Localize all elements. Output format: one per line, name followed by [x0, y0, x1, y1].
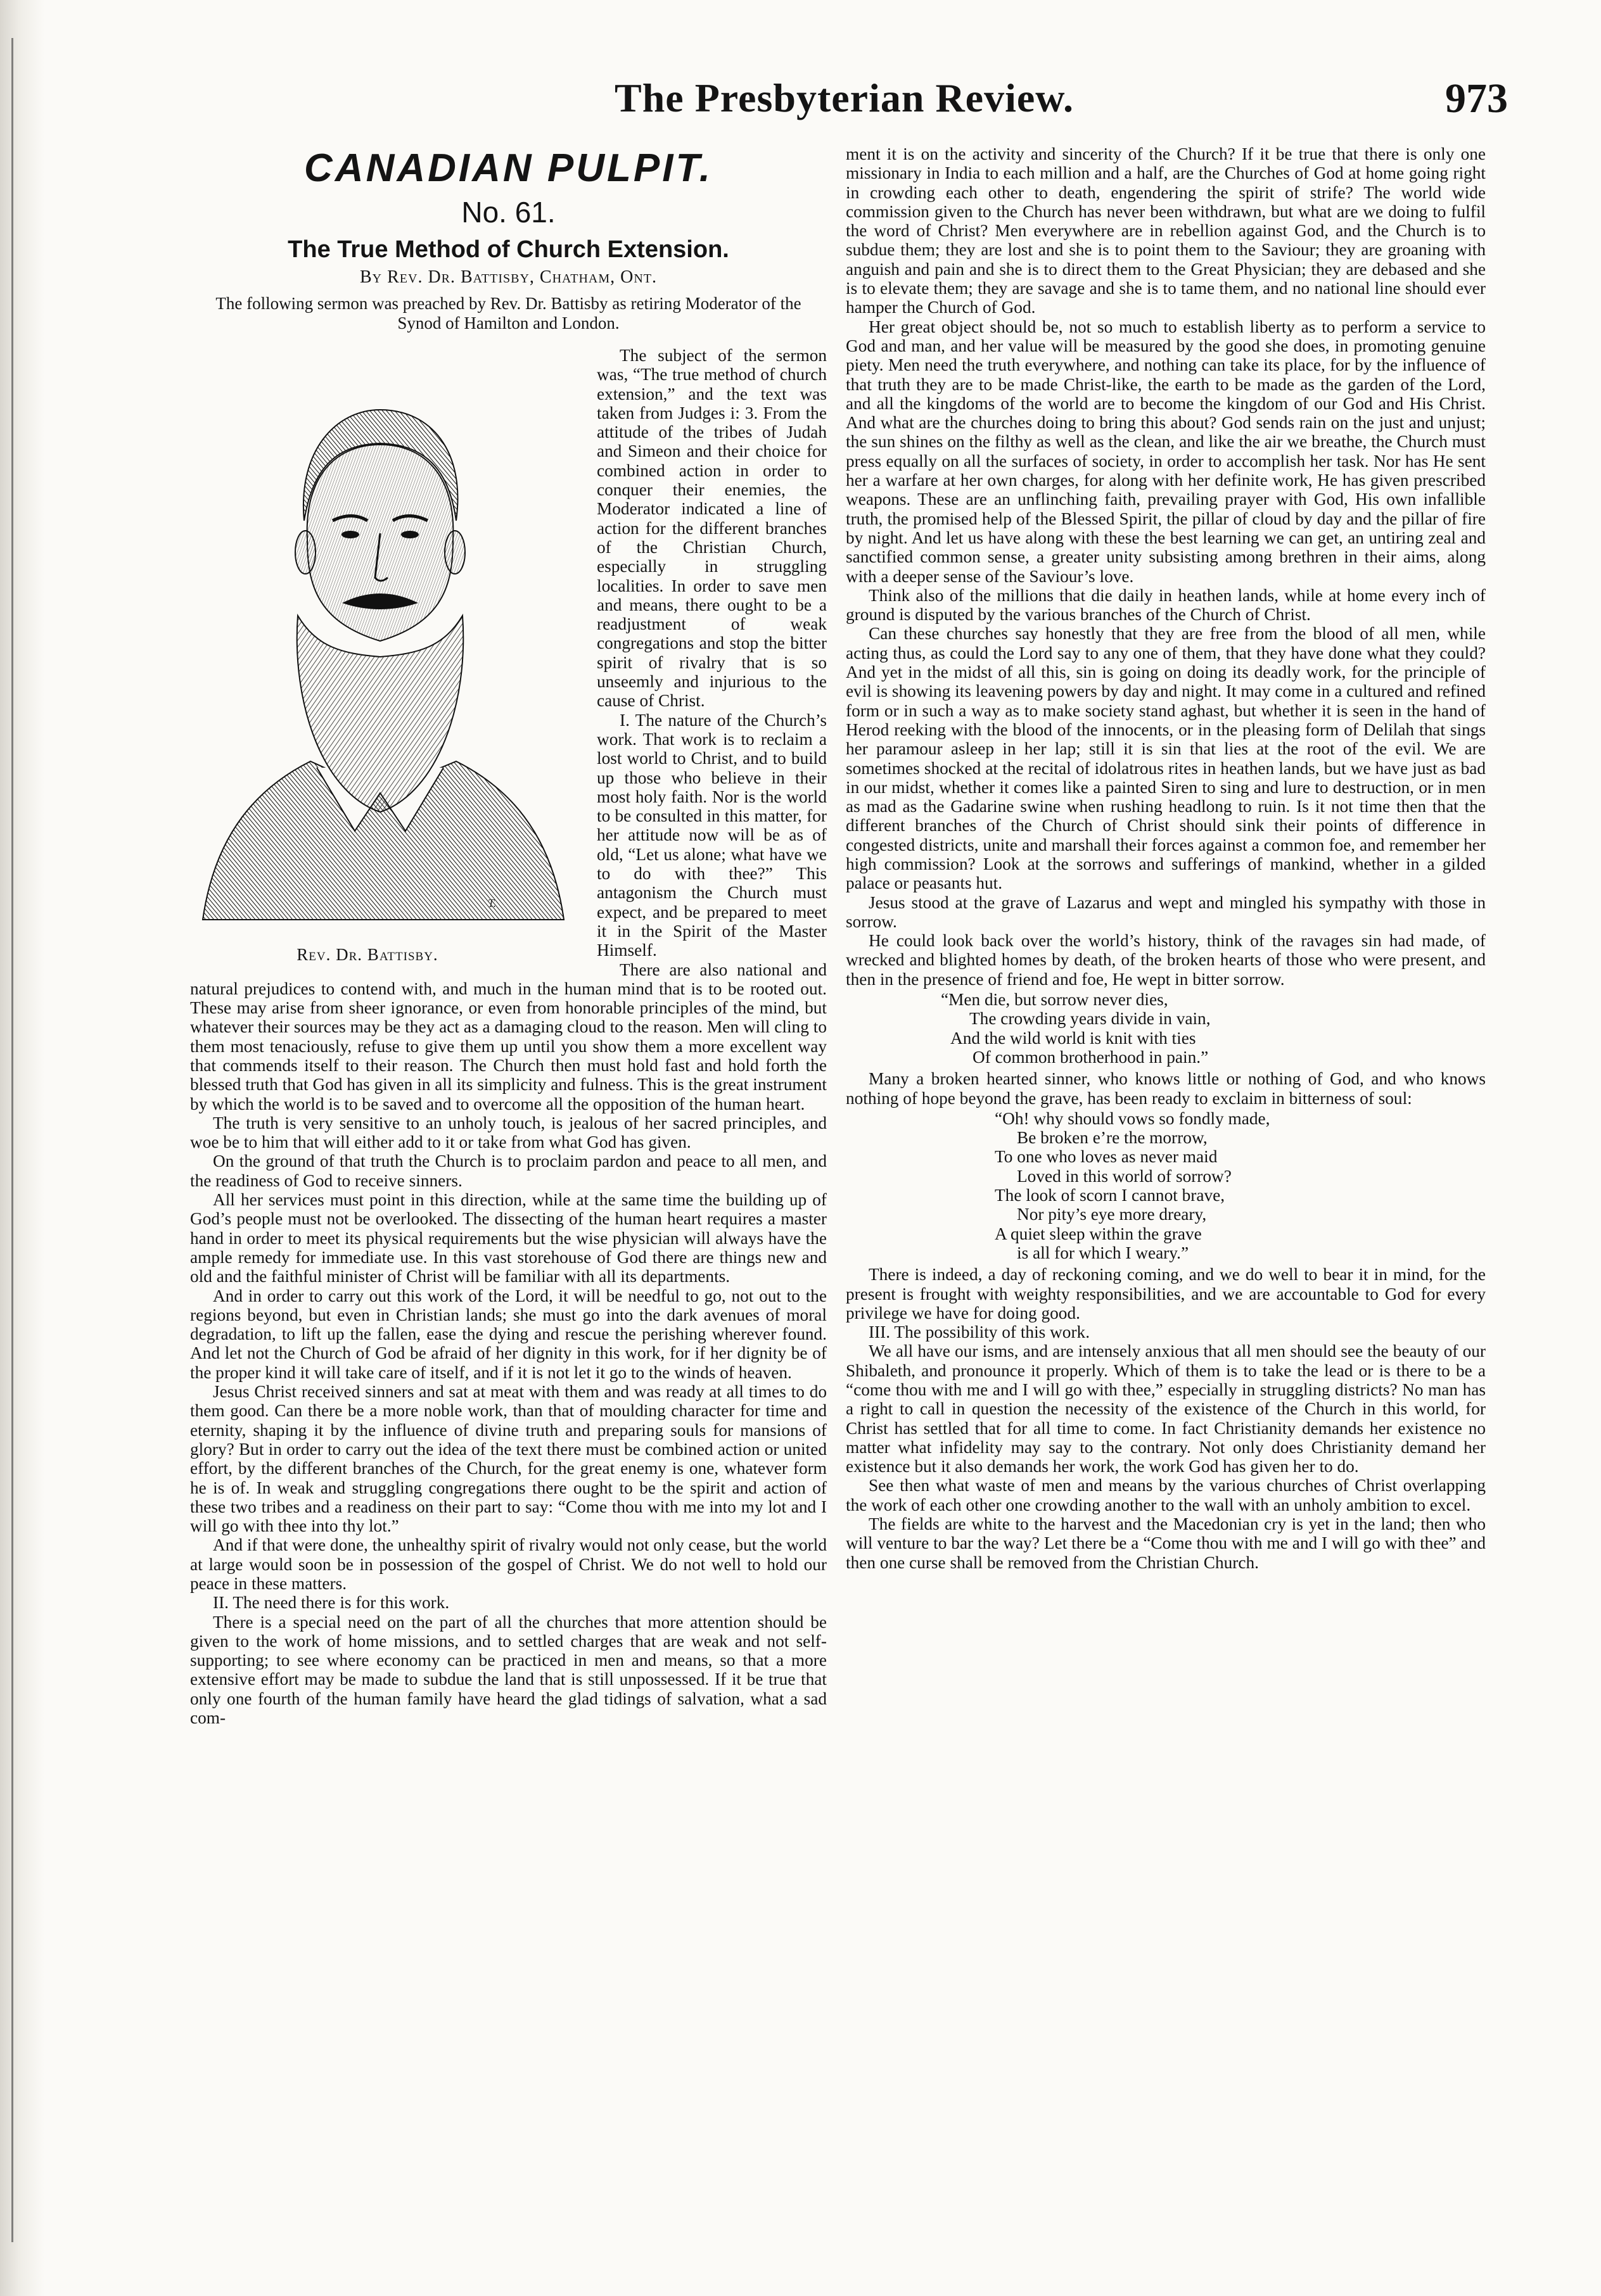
paragraph: The fields are white to the harvest and the Macedonian cry is yet in the land; then who will venture to bar the way? Let there be a “Come thou with me and I will go with thee” and then one curse shall be removed from the Christian Church. — [846, 1514, 1486, 1572]
paragraph: The subject of the sermon was, “The true method of church extension,” and the text was taken from Judges i: 3. From the attitude of the tribes of Judah and Simeon and their choice for combined action in order to conquer their enemies, the Moderator indicated a line of action for the different branches of the Christian Church, especially in struggling localities. In order to save men and means, there ought to be a readjustment of weak congregations and stop the bitter spirit of rivalry that is so unseemly and injurious to the cause of Christ. — [597, 346, 827, 711]
section-heading-iii: III. The possibility of this work. — [869, 1322, 1090, 1342]
poem-quotation — [846, 1109, 1486, 1262]
paragraph: Jesus Christ received sinners and sat at meat with them and was ready at all times to do them good. Can there be a more noble work, than that of moulding character for time and eternity, shaping it by the influence of divine truth and preparing souls for mansions of glory? But in order to carry out the idea of the text there must be combined action or united effort, by the different branches of the Church, for the great enemy is one, whatever form he is of. In weak and struggling congregations there ought to be the spirit and action of these two tribes and a readiness on their part to say: “Come thou with me into my lot and I will go with thee into thy lot.” — [190, 1382, 827, 1536]
paragraph: See then what waste of men and means by the various churches of Christ overlapping the work of each other one crowding another to the wall with an unholy ambition to excel. — [846, 1476, 1486, 1514]
paragraph: ment it is on the activity and sincerity of the Church? If it be true that there is only one missionary in India to each million and a half, are the Churches of God at home going right in crowding each other to death, engendering the spirit of strife? The world wide commission given to the Church has never been withdrawn, but what are we doing to fulfil the word of Christ? Men everywhere are in rebellion against God, and the Church is to subdue them; they are lost and she is to point them to the Saviour; they are groaning with anguish and pain and she is to direct them to the Great Physician; they are debased and she is to elevate them; they are savage and she is to tame them, and no national line should ever hamper the Church of God. — [846, 144, 1486, 317]
sermon-title: The True Method of Church Extension. — [288, 236, 729, 263]
paragraph: He could look back over the world’s history, think of the ravages sin had made, of wrecked and blighted homes by death, of the broken hearts of those who were present, and then in the presence of friend and foe, He wept in bitter sorrow. — [846, 931, 1486, 989]
paragraph: And if that were done, the unhealthy spirit of rivalry would not only cease, but the world at large would soon be in possession of the gospel of Christ. We do not well to hold our peace in these matters. — [190, 1535, 827, 1593]
portrait-caption: Rev. Dr. Battisby. — [297, 944, 438, 964]
section-heading-ii: II. The need there is for this work. — [213, 1593, 450, 1613]
paragraph: On the ground of that truth the Church is to proclaim pardon and peace to all men, and the readiness of God to receive sinners. — [190, 1151, 827, 1190]
running-head-title: The Presbyterian Review. — [615, 75, 1074, 120]
paragraph: There are also national and natural prejudices to contend with, and much in the human mind that is to be rooted out. These may arise from sheer ignorance, or even from honorable principles of the mind, but whatever their sources may be they act as a damaging cloud to the reason. Men will cling to them most tenaciously, refuse to give them up until you show them a more excellent way that commends itself to their reason. The Church then must hold fast and hold forth the blessed truth that God has given in all its simplicity and fulness. This is the great instrument by which the world is to be saved and to overcome all the opposition of the human heart. — [190, 960, 827, 1113]
poem-line: “Men die, but sorrow never dies, — [941, 990, 1168, 1010]
poem-line: The look of scorn I cannot brave, — [995, 1186, 1225, 1205]
poem-line: Nor pity’s eye more dreary, — [1017, 1205, 1207, 1224]
poem-line: is all for which I weary.” — [1017, 1243, 1189, 1262]
byline: By Rev. Dr. Battisby, Chatham, Ont. — [359, 267, 658, 287]
poem-line: Of common brotherhood in pain.” — [973, 1047, 1209, 1067]
intro-note: The following sermon was preached by Rev. Dr. Battisby as retiring Moderator of the Synod of Hamilton and London. — [215, 294, 801, 333]
poem-line: Loved in this world of sorrow? — [1017, 1166, 1232, 1186]
paragraph: Jesus stood at the grave of Lazarus and wept and mingled his sympathy with those in sorrow. — [846, 892, 1486, 931]
poem-line: “Oh! why should vows so fondly made, — [995, 1108, 1270, 1128]
paragraph: There is indeed, a day of reckoning coming, and we do well to bear it in mind, for the present is frought with weighty responsibilities, and we are accountable to God for every privilege we have for doing good. — [846, 1265, 1486, 1322]
paragraph: I. The nature of the Church’s work. That work is to reclaim a lost world to Christ, and to build up those who believe in their most holy faith. Nor is the world to be consulted in this matter, for her attitude now will be as of old, “Let us alone; what have we to do with thee?” This antagonism the Church must expect, and be prepared to meet it in the Spirit of the Master Himself. — [597, 710, 827, 960]
paragraph: Can these churches say honestly that they are free from the blood of all men, while acting thus, as could the Lord say to any one of them, that they have done what they could? And yet in the midst of all this, sin is going on doing its deadly work, for the principle of evil is showing its leavening powers by day and night. It may come in a cultured and refined form or in such a way as to make society stand aghast, but whether it is seen in the hand of Herod reeking with the blood of the innocents, or in the pleasing form of Delilah that sings her paramour asleep in her lap; still it is sin that lies at the root of the evil. We are sometimes shocked at the recital of idolatrous rites in heathen lands, but we have just as bad in our midst, whether it comes like a painted Siren to sing and lure to destruction, or in men as mad as the Gadarine swine when rushing headlong to ruin. Is it not time then that the different branches of the Church of Christ should sink their points of difference in congested districts, unite and marshall their forces against a common foe, and remember her high commission? Look at the sorrows and sufferings of mankind, whether in a gilded palace or peasants hut. — [846, 624, 1486, 893]
poem-line: And the wild world is knit with ties — [950, 1028, 1196, 1048]
paragraph: All her services must point in this direction, while at the same time the building up of God’s people must not be overlooked. The dissecting of the human heart requires a master hand in order to meet its physical requirements but the wise physician will always have the ample remedy for immediate use. In this vast storehouse of God there are things new and old and the faithful minister of Christ will be familiar with all its departments. — [190, 1190, 827, 1286]
poem-line: Be broken e’re the morrow, — [1017, 1128, 1208, 1148]
paragraph: Many a broken hearted sinner, who knows little or nothing of God, and who knows nothing of hope beyond the grave, has been ready to exclaim in bitterness of soul: — [846, 1069, 1486, 1108]
paragraph: We all have our isms, and are intensely anxious that all men should see the beauty of our Shibaleth, and pronounce it properly. Which of them is to take the lead or is there to be a “come thou with me and I will go with thee,” especially in struggling districts? No man has a right to call in question the necessity of the existence of the Church in this world, for Christ has settled that for all time to come. In fact Christianity demands her existence no matter what infidelity may say to the contrary. Not only does Christianity demand her existence but it also demands her work, the work God has given her to do. — [846, 1341, 1486, 1476]
left-column — [190, 144, 827, 1727]
poem-line: To one who loves as never maid — [995, 1147, 1218, 1167]
paragraph: Think also of the millions that die daily in heathen lands, while at home every inch of ground is disputed by the various branches of the Church of Christ. — [846, 585, 1486, 625]
page-number: 973 — [1445, 75, 1508, 122]
binding-marks — [11, 38, 32, 2242]
right-column — [846, 144, 1486, 1572]
portrait-figure — [190, 350, 583, 964]
svg-text:T.: T. — [488, 897, 497, 910]
paragraph: There is a special need on the part of all the churches that more attention should be given to the work of home missions, and to settled charges that are weak and not self-supporting; to see where economy can be practiced in men and means, so that a more extensive effort may be made to subdue the land that is still unpossessed. If it be true that only one fourth of the human family have heard the glad tidings of salvation, what a sad com- — [190, 1612, 827, 1728]
poem-line: A quiet sleep within the grave — [995, 1224, 1202, 1243]
sermon-number: No. 61. — [461, 196, 556, 229]
page-binding-edge — [0, 0, 44, 2296]
running-head — [89, 75, 1508, 132]
section-heading: CANADIAN PULPIT. — [304, 146, 713, 190]
paragraph: The truth is very sensitive to an unholy touch, is jealous of her sacred principles, and woe be to him that will either add to it or take from what God has given. — [190, 1113, 827, 1152]
portrait-engraving — [190, 350, 570, 932]
paragraph: And in order to carry out this work of the Lord, it will be needful to go, not out to the regions beyond, but even in Christian lands; she must go into the dark avenues of moral degradation, to lift up the fallen, ease the dying and rescue the perishing wherever found. And let not the Church of God be afraid of her dignity in this work, for if her dignity be of the proper kind it will take care of itself, and if it is not let it go to the winds of heaven. — [190, 1286, 827, 1382]
poem-quotation — [846, 990, 1486, 1067]
poem-line: The crowding years divide in vain, — [969, 1009, 1211, 1029]
paragraph: Her great object should be, not so much to establish liberty as to perform a service to God and man, and her value will be measured by the good she does, in promoting genuine piety. Men need the truth everywhere, and nothing can take its place, for by the influence of that truth they are to be made Christ-like, the earth to be made as the garden of the Lord, and all the kingdoms of the world are to become the kingdom of our God and His Christ. And what are the churches doing to bring this about? God sends rain on the just and unjust; the sun shines on the filthy as well as the clean, and like the air we breathe, the Church must press equally on all the surfaces of society, in order to accomplish her task. Nor has He sent her a warfare at her own charges, for along with her definite work, He has given prescribed weapons. These are an unflinching faith, prevailing prayer with God, His own infallible truth, the promised help of the Blessed Spirit, the pillar of cloud by day and the pillar of fire by night. And let us have along with these the best learning we can get, an untiring zeal and sanctified common sense, a greater unity subsisting among brethren in their aims, along with a deeper sense of the Saviour’s love. — [846, 317, 1486, 586]
